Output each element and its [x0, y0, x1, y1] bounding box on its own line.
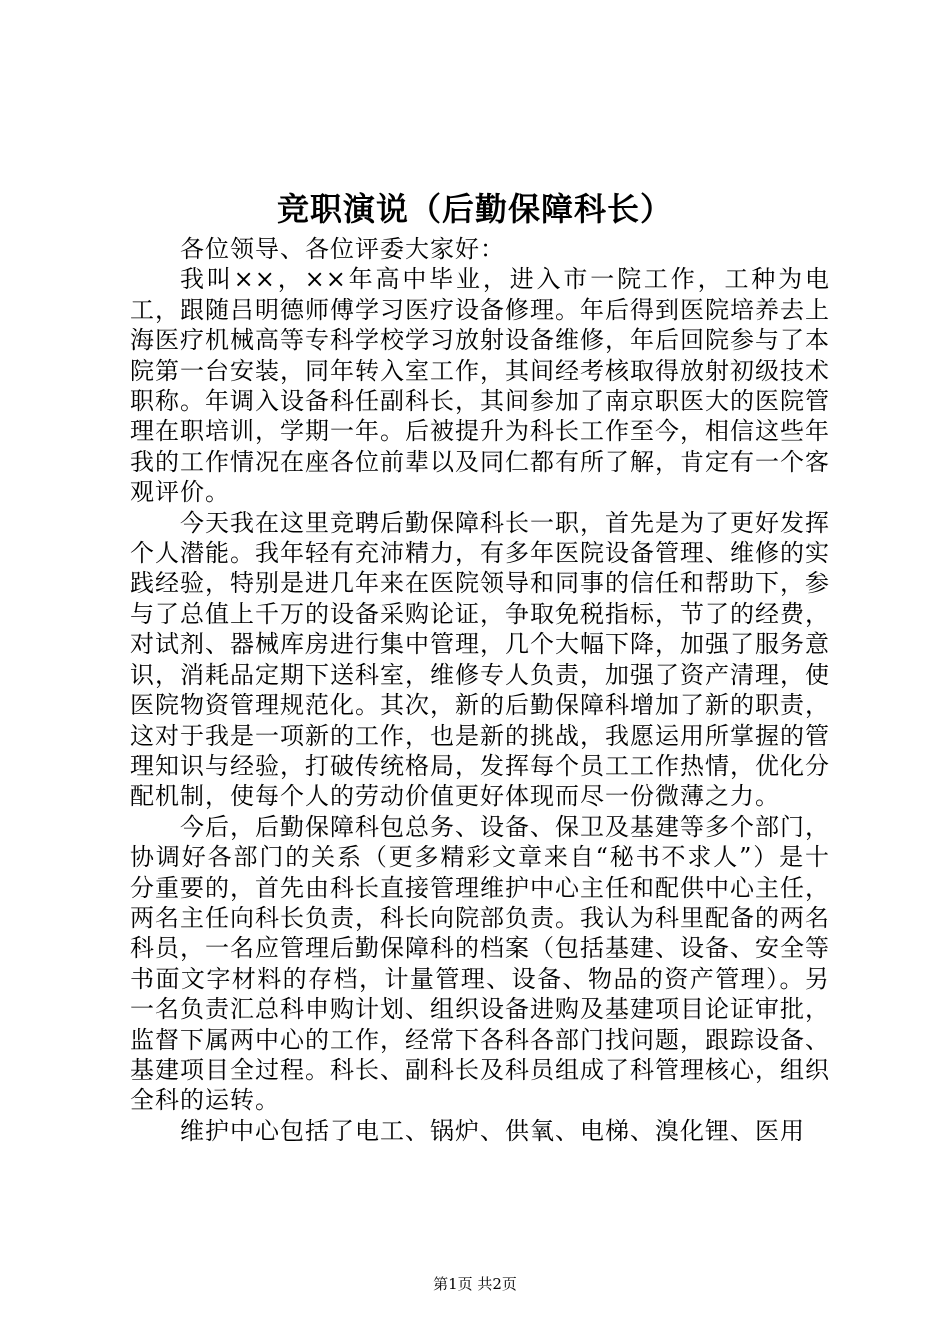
body-paragraph: 维护中心包括了电工、锅炉、供氧、电梯、溴化锂、医用	[180, 1116, 805, 1145]
body-paragraph: 我叫××，××年高中毕业，进入市一院工作，工种为电工，跟随吕明德师傅学习医疗设备修理。年后得到医院培养去上海医疗机械高等专科学校学习放射设备维修，年后回院参与了本院第一台安装，同年转入室工作，其间经考核取得放射初级技术职称。年调入设备科任副科长，其间参加了南京职医大的医院管理在职培训，学期一年。后被提升为科长工作至今，相信这些年我的工作情况在座各位前辈以及同仁都有所了解，肯定有一个客观评价。	[130, 265, 830, 507]
document-body	[130, 234, 830, 1146]
page-footer: 第1页 共2页	[433, 1275, 517, 1293]
body-paragraph: 今后，后勤保障科包总务、设备、保卫及基建等多个部门，协调好各部门的关系（更多精彩文章来自“秘书不求人”）是十分重要的，首先由科长直接管理维护中心主任和配供中心主任，两名主任向科长负责，科长向院部负责。我认为科里配备的两名科员，一名应管理后勤保障科的档案（包括基建、设备、安全等书面文字材料的存档，计量管理、设备、物品的资产管理）。另一名负责汇总科申购计划、组织设备进购及基建项目论证审批，监督下属两中心的工作，经常下各科各部门找问题，跟踪设备、基建项目全过程。科长、副科长及科员组成了科管理核心，组织全科的运转。	[130, 812, 830, 1115]
body-paragraph: 今天我在这里竞聘后勤保障科长一职，首先是为了更好发挥个人潜能。我年轻有充沛精力，有多年医院设备管理、维修的实践经验，特别是进几年来在医院领导和同事的信任和帮助下，参与了总值上千万的设备采购论证，争取免税指标，节了的经费，对试剂、器械库房进行集中管理，几个大幅下降，加强了服务意识，消耗品定期下送科室，维修专人负责，加强了资产清理，使医院物资管理规范化。其次，新的后勤保障科增加了新的职责，这对于我是一项新的工作，也是新的挑战，我愿运用所掌握的管理知识与经验，打破传统格局，发挥每个员工工作热情，优化分配机制，使每个人的劳动价值更好体现而尽一份微薄之力。	[130, 508, 830, 811]
document-title: 竞职演说（后勤保障科长）	[276, 190, 673, 228]
greeting-paragraph: 各位领导、各位评委大家好：	[180, 235, 505, 263]
